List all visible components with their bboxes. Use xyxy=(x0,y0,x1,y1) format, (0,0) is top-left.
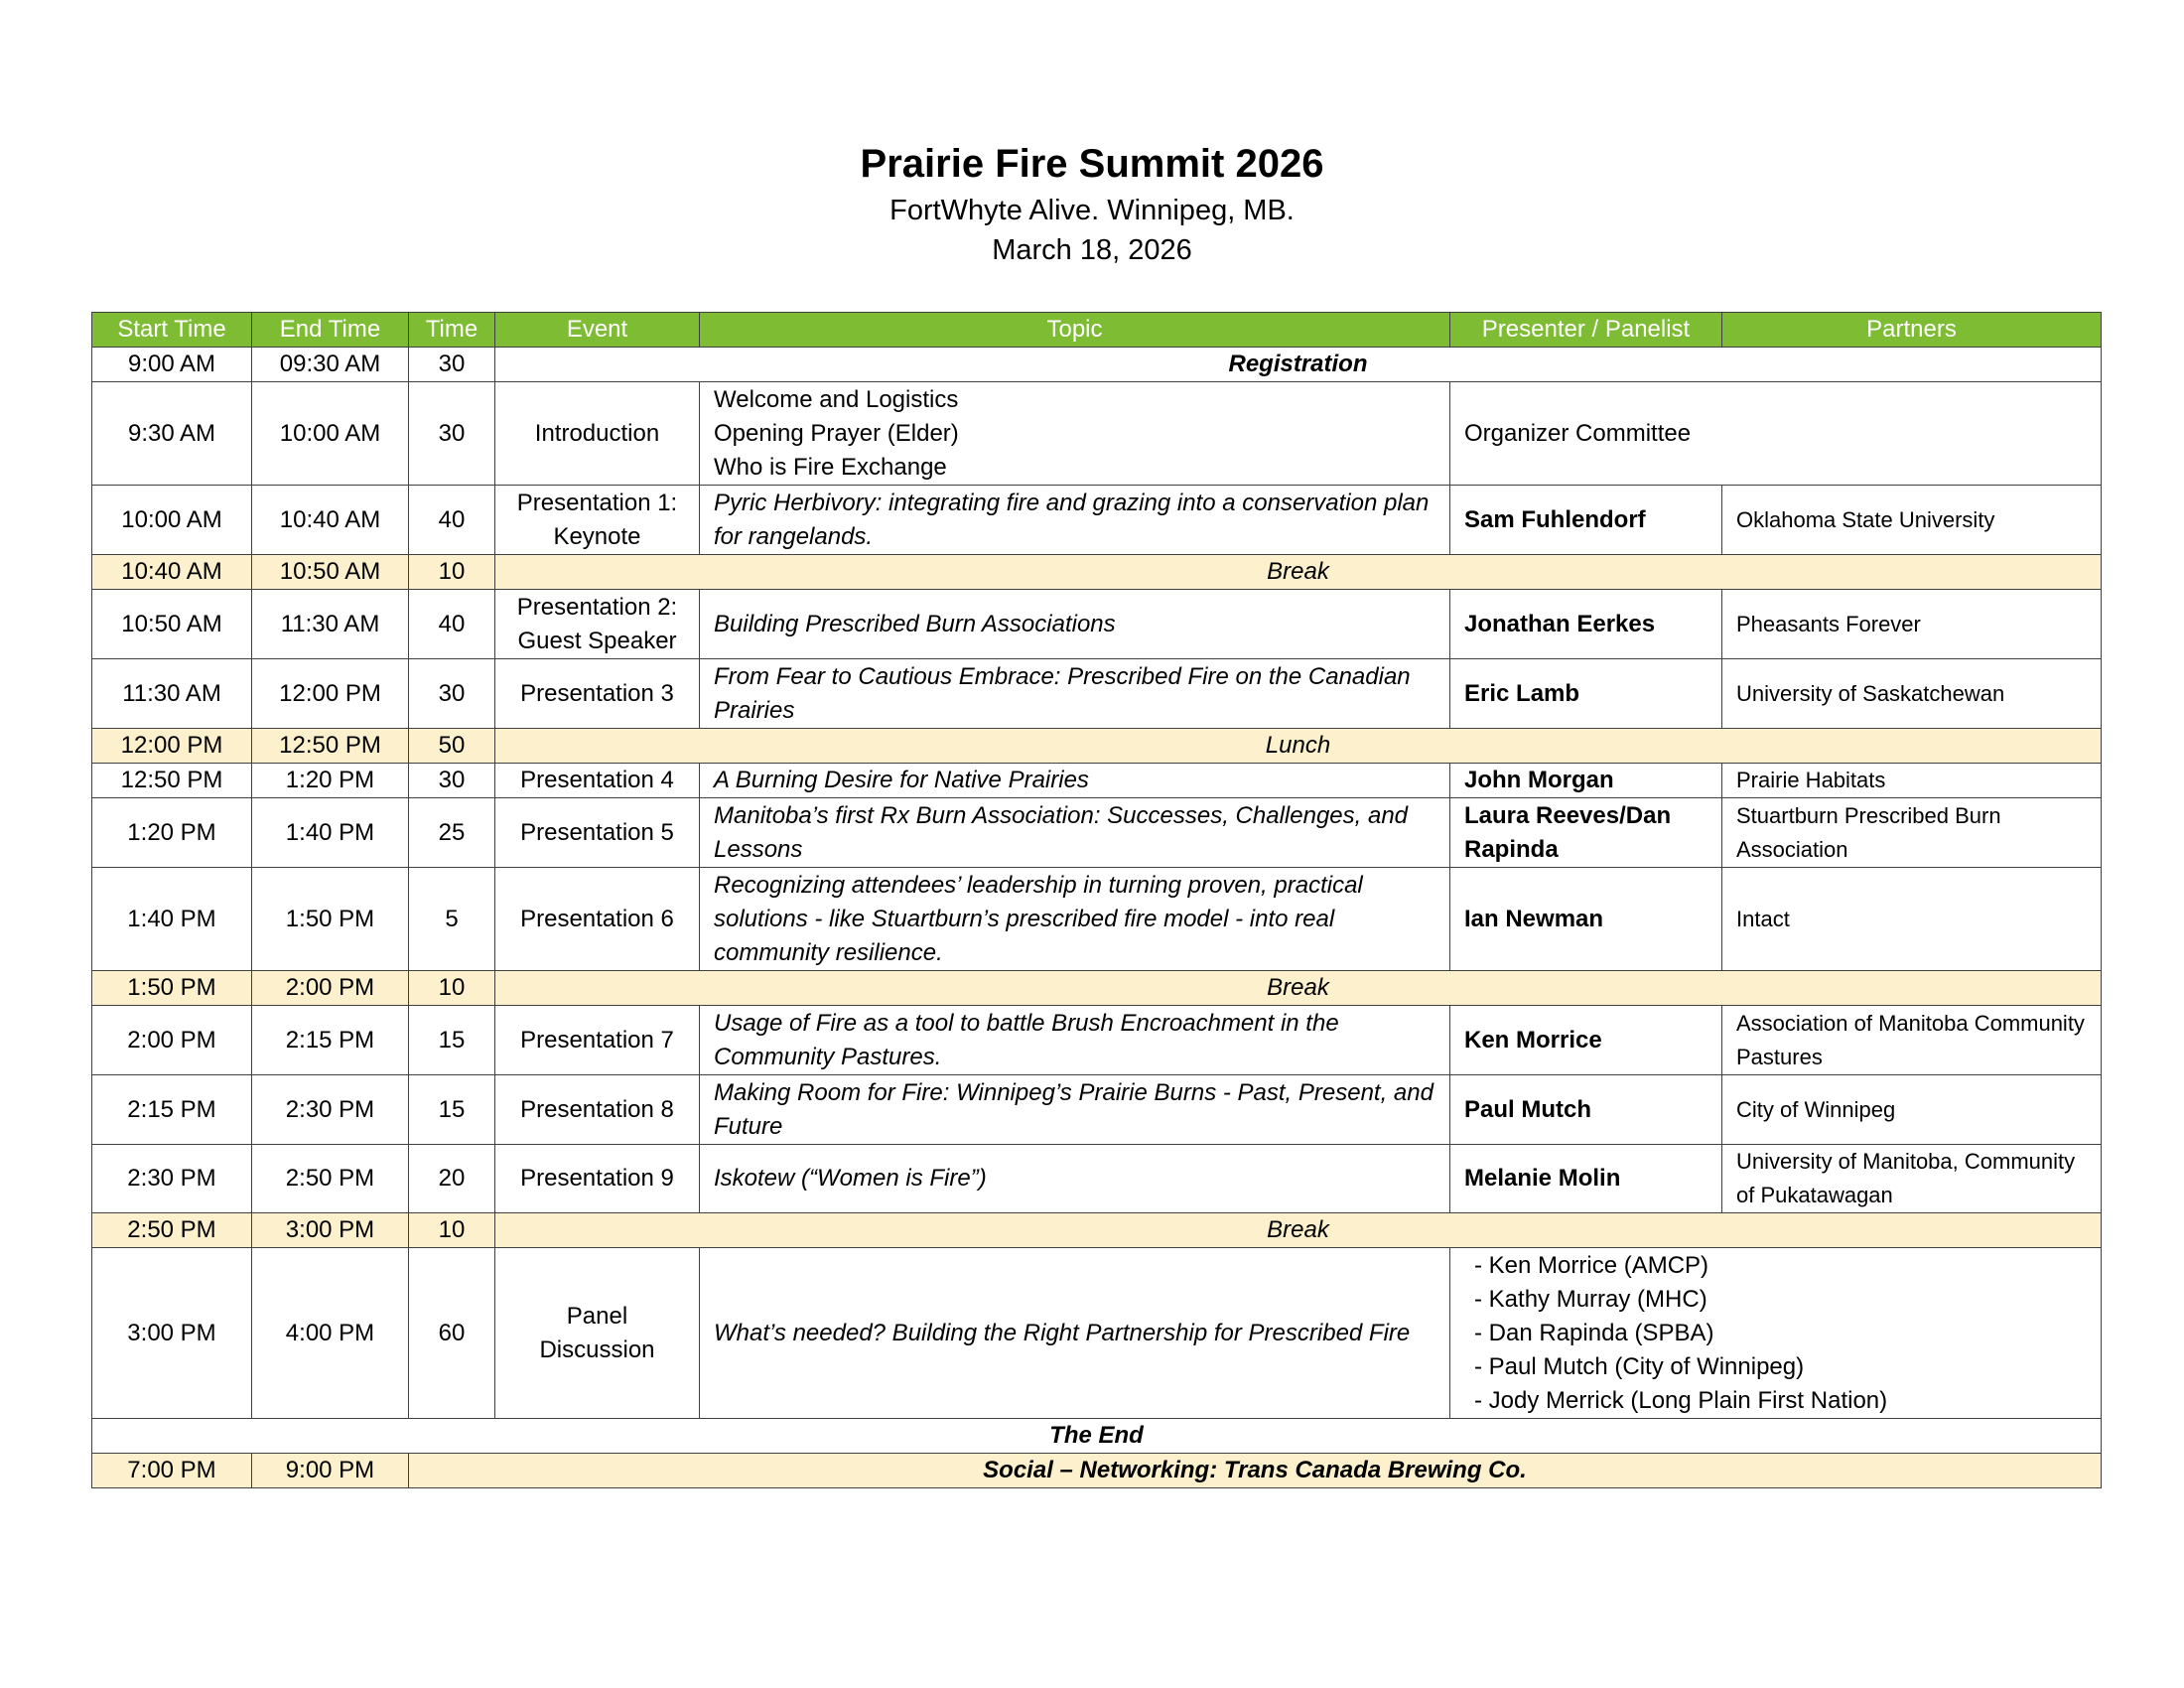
start-time-cell: 10:00 AM xyxy=(92,486,252,555)
start-time-cell: 9:30 AM xyxy=(92,382,252,486)
event-cell: Presentation 6 xyxy=(495,868,700,971)
table-row xyxy=(92,1248,2102,1419)
table-row xyxy=(92,348,2102,382)
table-row xyxy=(92,798,2102,868)
break-label: Break xyxy=(495,555,2102,590)
end-time-cell: 10:00 AM xyxy=(252,382,409,486)
table-row xyxy=(92,659,2102,729)
partner-cell: Prairie Habitats xyxy=(1722,764,2102,798)
presenter-cell: Paul Mutch xyxy=(1450,1075,1722,1145)
column-header-presenter: Presenter / Panelist xyxy=(1450,313,1722,348)
presenter-cell: Eric Lamb xyxy=(1450,659,1722,729)
start-time-cell: 1:50 PM xyxy=(92,971,252,1006)
event-cell: Presentation 8 xyxy=(495,1075,700,1145)
end-time-cell: 2:30 PM xyxy=(252,1075,409,1145)
start-time-cell: 2:00 PM xyxy=(92,1006,252,1075)
duration-cell: 15 xyxy=(409,1006,495,1075)
duration-cell: 10 xyxy=(409,1213,495,1248)
table-row xyxy=(92,1454,2102,1488)
end-time-cell: 1:40 PM xyxy=(252,798,409,868)
start-time-cell: 2:50 PM xyxy=(92,1213,252,1248)
duration-cell: 5 xyxy=(409,868,495,971)
duration-cell: 30 xyxy=(409,382,495,486)
partner-cell: Oklahoma State University xyxy=(1722,486,2102,555)
start-time-cell: 3:00 PM xyxy=(92,1248,252,1419)
table-row xyxy=(92,729,2102,764)
lunch-label: Lunch xyxy=(495,729,2102,764)
start-time-cell: 12:50 PM xyxy=(92,764,252,798)
partner-cell: Intact xyxy=(1722,868,2102,971)
duration-cell: 15 xyxy=(409,1075,495,1145)
topic-line: Opening Prayer (Elder) xyxy=(714,419,959,447)
panelist-item: - Paul Mutch (City of Winnipeg) xyxy=(1474,1350,2087,1384)
break-label: Break xyxy=(495,1213,2102,1248)
table-row xyxy=(92,1145,2102,1213)
duration-cell: 30 xyxy=(409,659,495,729)
start-time-cell: 2:30 PM xyxy=(92,1145,252,1213)
topic-cell xyxy=(700,382,1450,486)
start-time-cell: 1:20 PM xyxy=(92,798,252,868)
partner-cell: University of Saskatchewan xyxy=(1722,659,2102,729)
registration-label: Registration xyxy=(495,348,2102,382)
presenter-cell: Ken Morrice xyxy=(1450,1006,1722,1075)
end-time-cell: 10:40 AM xyxy=(252,486,409,555)
topic-line: Welcome and Logistics xyxy=(714,385,959,413)
start-time-cell: 2:15 PM xyxy=(92,1075,252,1145)
table-row xyxy=(92,1006,2102,1075)
table-row xyxy=(92,971,2102,1006)
table-row xyxy=(92,555,2102,590)
duration-cell: 30 xyxy=(409,348,495,382)
presenter-cell: Jonathan Eerkes xyxy=(1450,590,1722,659)
event-cell: Presentation 3 xyxy=(495,659,700,729)
column-header-start-time: Start Time xyxy=(92,313,252,348)
presenter-cell: John Morgan xyxy=(1450,764,1722,798)
table-row xyxy=(92,486,2102,555)
duration-cell: 10 xyxy=(409,971,495,1006)
presenter-cell: Laura Reeves/Dan Rapinda xyxy=(1450,798,1722,868)
partner-cell: University of Manitoba, Community of Pukatawagan xyxy=(1722,1145,2102,1213)
end-time-cell: 10:50 AM xyxy=(252,555,409,590)
topic-cell: Building Prescribed Burn Associations xyxy=(700,590,1450,659)
presenter-cell: Ian Newman xyxy=(1450,868,1722,971)
break-label: Break xyxy=(495,971,2102,1006)
end-time-cell: 12:50 PM xyxy=(252,729,409,764)
presenter-cell: Sam Fuhlendorf xyxy=(1450,486,1722,555)
event-cell: Presentation 4 xyxy=(495,764,700,798)
the-end-label: The End xyxy=(92,1419,2102,1454)
topic-line: Who is Fire Exchange xyxy=(714,453,947,481)
end-time-cell: 3:00 PM xyxy=(252,1213,409,1248)
topic-cell: Making Room for Fire: Winnipeg’s Prairie Burns - Past, Present, and Future xyxy=(700,1075,1450,1145)
social-networking-label: Social – Networking: Trans Canada Brewing Co. xyxy=(409,1454,2102,1488)
topic-cell: From Fear to Cautious Embrace: Prescribed Fire on the Canadian Prairies xyxy=(700,659,1450,729)
event-cell: Presentation 7 xyxy=(495,1006,700,1075)
event-cell: Presentation 2: Guest Speaker xyxy=(495,590,700,659)
table-row xyxy=(92,382,2102,486)
column-header-end-time: End Time xyxy=(252,313,409,348)
table-row xyxy=(92,590,2102,659)
panelist-list xyxy=(1474,1249,2087,1418)
page-title: Prairie Fire Summit 2026 xyxy=(860,142,1324,186)
topic-cell: What’s needed? Building the Right Partnership for Prescribed Fire xyxy=(700,1248,1450,1419)
duration-cell: 30 xyxy=(409,764,495,798)
start-time-cell: 10:40 AM xyxy=(92,555,252,590)
partner-cell: Pheasants Forever xyxy=(1722,590,2102,659)
presenter-cell: Organizer Committee xyxy=(1450,382,2102,486)
end-time-cell: 11:30 AM xyxy=(252,590,409,659)
topic-cell: Usage of Fire as a tool to battle Brush Encroachment in the Community Pastures. xyxy=(700,1006,1450,1075)
presenter-cell: Melanie Molin xyxy=(1450,1145,1722,1213)
topic-cell: Recognizing attendees’ leadership in turning proven, practical solutions - like Stuartburn’s prescribed fire model - into real community resilience. xyxy=(700,868,1450,971)
table-row xyxy=(92,868,2102,971)
start-time-cell: 9:00 AM xyxy=(92,348,252,382)
table-row xyxy=(92,1075,2102,1145)
page-header xyxy=(0,139,2184,270)
end-time-cell: 1:50 PM xyxy=(252,868,409,971)
panelist-item: - Ken Morrice (AMCP) xyxy=(1474,1249,2087,1283)
partner-cell: Association of Manitoba Community Pastures xyxy=(1722,1006,2102,1075)
end-time-cell: 1:20 PM xyxy=(252,764,409,798)
start-time-cell: 12:00 PM xyxy=(92,729,252,764)
topic-cell: Pyric Herbivory: integrating fire and grazing into a conservation plan for rangelands. xyxy=(700,486,1450,555)
duration-cell: 40 xyxy=(409,590,495,659)
panelist-item: - Jody Merrick (Long Plain First Nation) xyxy=(1474,1384,2087,1418)
agenda-table xyxy=(91,312,2102,1488)
duration-cell: 20 xyxy=(409,1145,495,1213)
event-location: FortWhyte Alive. Winnipeg, MB. xyxy=(889,195,1295,226)
start-time-cell: 7:00 PM xyxy=(92,1454,252,1488)
topic-cell: Manitoba’s first Rx Burn Association: Successes, Challenges, and Lessons xyxy=(700,798,1450,868)
duration-cell: 40 xyxy=(409,486,495,555)
column-header-partners: Partners xyxy=(1722,313,2102,348)
end-time-cell: 2:15 PM xyxy=(252,1006,409,1075)
end-time-cell: 09:30 AM xyxy=(252,348,409,382)
end-time-cell: 2:50 PM xyxy=(252,1145,409,1213)
column-header-topic: Topic xyxy=(700,313,1450,348)
start-time-cell: 10:50 AM xyxy=(92,590,252,659)
column-header-time: Time xyxy=(409,313,495,348)
duration-cell: 60 xyxy=(409,1248,495,1419)
partner-cell: City of Winnipeg xyxy=(1722,1075,2102,1145)
table-header-row xyxy=(92,313,2102,348)
event-cell: Presentation 5 xyxy=(495,798,700,868)
start-time-cell: 11:30 AM xyxy=(92,659,252,729)
end-time-cell: 4:00 PM xyxy=(252,1248,409,1419)
table-row xyxy=(92,764,2102,798)
end-time-cell: 2:00 PM xyxy=(252,971,409,1006)
topic-cell: A Burning Desire for Native Prairies xyxy=(700,764,1450,798)
duration-cell: 10 xyxy=(409,555,495,590)
column-header-event: Event xyxy=(495,313,700,348)
end-time-cell: 9:00 PM xyxy=(252,1454,409,1488)
event-date: March 18, 2026 xyxy=(992,234,1192,266)
panelists-cell xyxy=(1450,1248,2102,1419)
event-cell: Presentation 1: Keynote xyxy=(495,486,700,555)
table-row xyxy=(92,1213,2102,1248)
topic-cell: Iskotew (“Women is Fire”) xyxy=(700,1145,1450,1213)
duration-cell: 25 xyxy=(409,798,495,868)
partner-cell: Stuartburn Prescribed Burn Association xyxy=(1722,798,2102,868)
end-time-cell: 12:00 PM xyxy=(252,659,409,729)
event-cell: Introduction xyxy=(495,382,700,486)
panelist-item: - Kathy Murray (MHC) xyxy=(1474,1283,2087,1317)
event-cell: Panel Discussion xyxy=(495,1248,700,1419)
panelist-item: - Dan Rapinda (SPBA) xyxy=(1474,1317,2087,1350)
start-time-cell: 1:40 PM xyxy=(92,868,252,971)
table-row xyxy=(92,1419,2102,1454)
duration-cell: 50 xyxy=(409,729,495,764)
event-cell: Presentation 9 xyxy=(495,1145,700,1213)
